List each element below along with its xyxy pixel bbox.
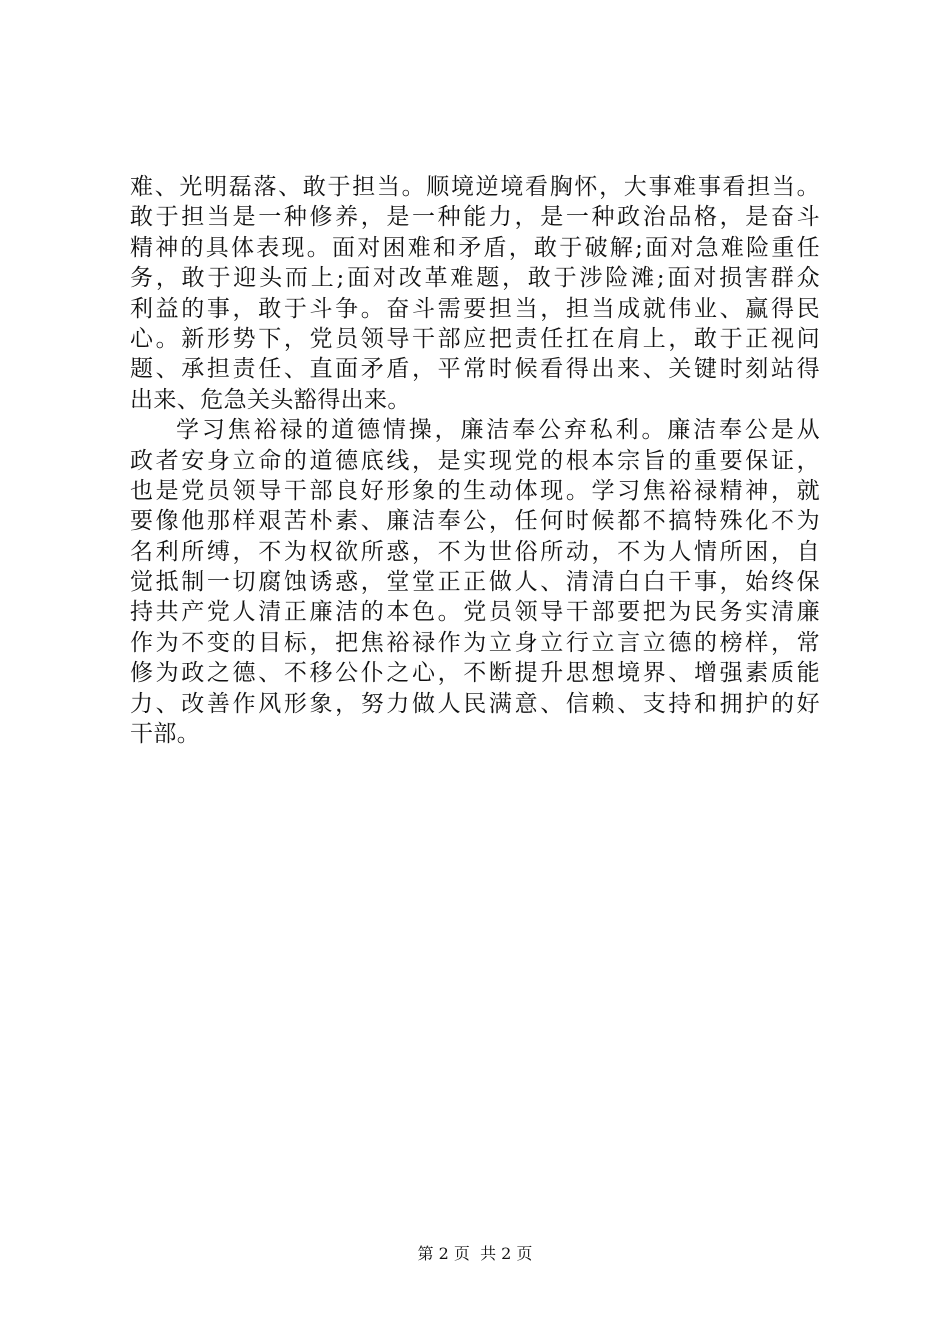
text-line: 也是党员领导干部良好形象的生动体现。学习焦裕禄精神，就: [130, 477, 820, 504]
text-line: 敢于担当是一种修养，是一种能力，是一种政治品格，是奋斗: [130, 204, 820, 231]
text-line: 觉抵制一切腐蚀诱惑，堂堂正正做人、清清白白干事，始终保: [130, 569, 820, 596]
text-line: 力、改善作风形象，努力做人民满意、信赖、支持和拥护的好: [130, 690, 820, 717]
text-line: 学习焦裕禄的道德情操，廉洁奉公弃私利。廉洁奉公是从: [176, 417, 820, 444]
text-line: 持共产党人清正廉洁的本色。党员领导干部要把为民务实清廉: [130, 599, 820, 626]
text-line: 心。新形势下，党员领导干部应把责任扛在肩上，敢于正视问: [130, 325, 820, 352]
text-line: 题、承担责任、直面矛盾，平常时候看得出来、关键时刻站得: [130, 356, 820, 383]
paragraph-2: [130, 415, 820, 749]
text-line: 名利所缚，不为权欲所惑，不为世俗所动，不为人情所困，自: [130, 538, 820, 565]
text-line: 利益的事，敢于斗争。奋斗需要担当，担当成就伟业、赢得民: [130, 295, 820, 322]
text-line: 精神的具体表现。面对困难和矛盾，敢于破解;面对急难险重任: [130, 234, 820, 261]
text-line: 出来、危急关头豁得出来。: [130, 386, 411, 413]
page-number-footer: 第 2 页 共 2 页: [417, 1244, 533, 1263]
text-line: 务，敢于迎头而上;面对改革难题，敢于涉险滩;面对损害群众: [130, 265, 820, 292]
text-line: 干部。: [130, 721, 201, 748]
text-line: 要像他那样艰苦朴素、廉洁奉公，任何时候都不搞特殊化不为: [130, 508, 820, 535]
document-body: [130, 172, 820, 749]
text-line: 作为不变的目标，把焦裕禄作为立身立行立言立德的榜样，常: [130, 629, 820, 656]
paragraph-1: [130, 172, 820, 415]
text-line: 修为政之德、不移公仆之心，不断提升思想境界、增强素质能: [130, 660, 820, 687]
text-line: 难、光明磊落、敢于担当。顺境逆境看胸怀，大事难事看担当。: [130, 174, 820, 200]
text-line: 政者安身立命的道德底线，是实现党的根本宗旨的重要保证，: [130, 447, 820, 474]
